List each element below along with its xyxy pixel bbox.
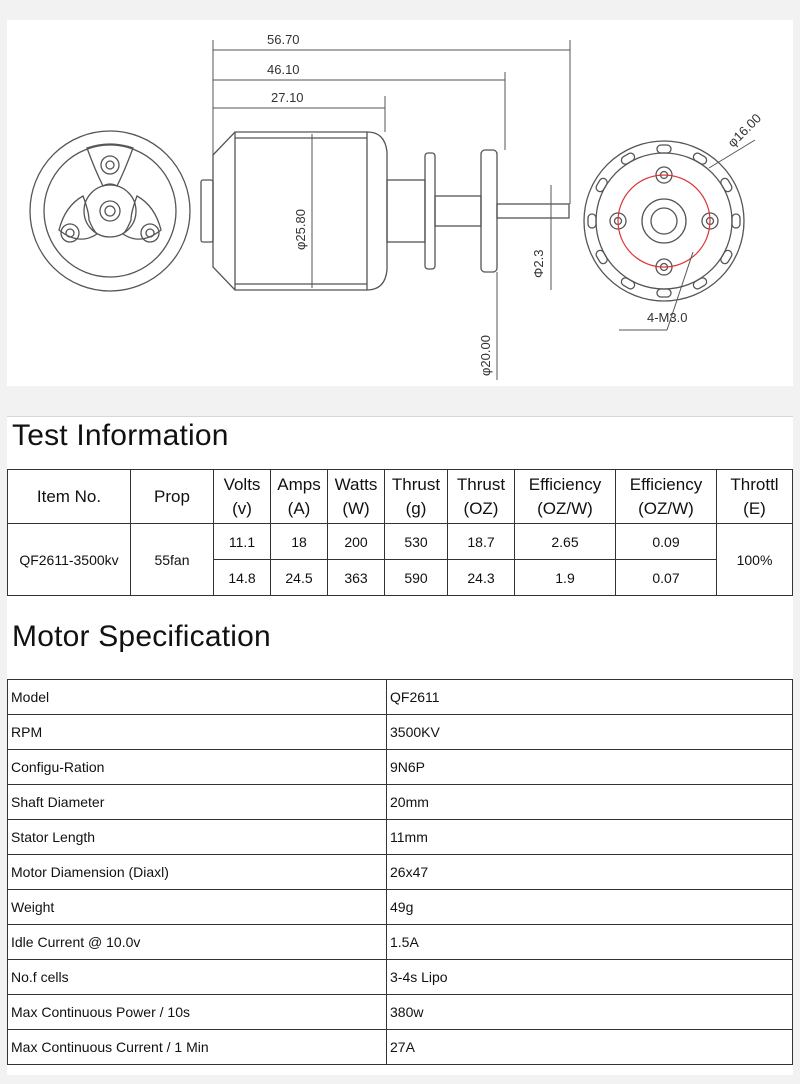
spec-label: Configu-Ration: [8, 750, 387, 785]
col-efficiency-2: Efficiency (OZ/W): [616, 470, 717, 524]
test-info-table: [7, 469, 793, 596]
spec-row: [8, 715, 793, 750]
spec-row: [8, 1030, 793, 1065]
drawing-svg: [7, 20, 793, 386]
spec-value: 3500KV: [387, 715, 793, 750]
col-efficiency-1: Efficiency (OZ/W): [515, 470, 616, 524]
spec-label: RPM: [8, 715, 387, 750]
spec-label: Stator Length: [8, 820, 387, 855]
throttle-cell: 100%: [717, 524, 793, 596]
rear-view: [584, 141, 744, 301]
dim-shaft-diameter: Φ2.3: [531, 249, 546, 278]
efficiency-2-cell: 0.09: [616, 524, 717, 560]
spec-row: [8, 890, 793, 925]
col-item-no: Item No.: [8, 470, 131, 524]
spec-row: [8, 750, 793, 785]
test-data-row: [8, 524, 793, 560]
spec-value: 20mm: [387, 785, 793, 820]
col-volts: Volts (v): [214, 470, 271, 524]
spec-sheet: [7, 416, 793, 1075]
spec-row: [8, 960, 793, 995]
test-header-row: [8, 470, 793, 524]
thrust-oz-cell: 18.7: [448, 524, 515, 560]
bolt-circle-red: [618, 175, 710, 267]
spec-value: 26x47: [387, 855, 793, 890]
thrust-g-cell: 590: [385, 560, 448, 596]
spec-label: Motor Diamension (Diaxl): [8, 855, 387, 890]
col-watts: Watts (W): [328, 470, 385, 524]
amps-cell: 24.5: [271, 560, 328, 596]
spec-row: [8, 855, 793, 890]
efficiency-1-cell: 1.9: [515, 560, 616, 596]
dim-body-diameter: φ25.80: [293, 209, 308, 250]
amps-cell: 18: [271, 524, 328, 560]
dim-bolt-circle: φ16.00: [724, 110, 765, 151]
watts-cell: 200: [328, 524, 385, 560]
dim-body-length: 27.10: [271, 90, 304, 105]
front-view: [30, 131, 190, 291]
spec-label: Weight: [8, 890, 387, 925]
spec-row: [8, 820, 793, 855]
side-view: [201, 132, 569, 290]
spec-value: 9N6P: [387, 750, 793, 785]
col-amps: Amps (A): [271, 470, 328, 524]
spec-label: Idle Current @ 10.0v: [8, 925, 387, 960]
spec-label: Model: [8, 680, 387, 715]
volts-cell: 14.8: [214, 560, 271, 596]
spec-label: Shaft Diameter: [8, 785, 387, 820]
watts-cell: 363: [328, 560, 385, 596]
motor-spec-table: [7, 679, 793, 1065]
col-thrust-g: Thrust (g): [385, 470, 448, 524]
spec-value: 49g: [387, 890, 793, 925]
spec-value: 27A: [387, 1030, 793, 1065]
thrust-oz-cell: 24.3: [448, 560, 515, 596]
prop-cell: 55fan: [131, 524, 214, 596]
dim-body-to-shaft: 46.10: [267, 62, 300, 77]
col-thrust-oz: Thrust (OZ): [448, 470, 515, 524]
dim-overall-length: 56.70: [267, 32, 300, 47]
dim-mount-diameter: φ20.00: [478, 335, 493, 376]
motor-spec-body: [8, 680, 793, 1065]
test-info-heading: Test Information: [12, 419, 229, 452]
motor-spec-heading: Motor Specification: [12, 620, 271, 653]
item-no-cell: QF2611-3500kv: [8, 524, 131, 596]
spec-value: QF2611: [387, 680, 793, 715]
efficiency-2-cell: 0.07: [616, 560, 717, 596]
spec-row: [8, 995, 793, 1030]
spec-row: [8, 680, 793, 715]
motor-technical-drawing: [7, 20, 793, 386]
spec-label: Max Continuous Power / 10s: [8, 995, 387, 1030]
spec-value: 3-4s Lipo: [387, 960, 793, 995]
spec-label: No.f cells: [8, 960, 387, 995]
spec-value: 11mm: [387, 820, 793, 855]
col-prop: Prop: [131, 470, 214, 524]
efficiency-1-cell: 2.65: [515, 524, 616, 560]
spec-value: 380w: [387, 995, 793, 1030]
dim-screw-holes: 4-M3.0: [647, 310, 688, 325]
spec-label: Max Continuous Current / 1 Min: [8, 1030, 387, 1065]
col-throttle: Throttl (E): [717, 470, 793, 524]
spec-value: 1.5A: [387, 925, 793, 960]
volts-cell: 11.1: [214, 524, 271, 560]
spec-row: [8, 925, 793, 960]
spec-row: [8, 785, 793, 820]
thrust-g-cell: 530: [385, 524, 448, 560]
